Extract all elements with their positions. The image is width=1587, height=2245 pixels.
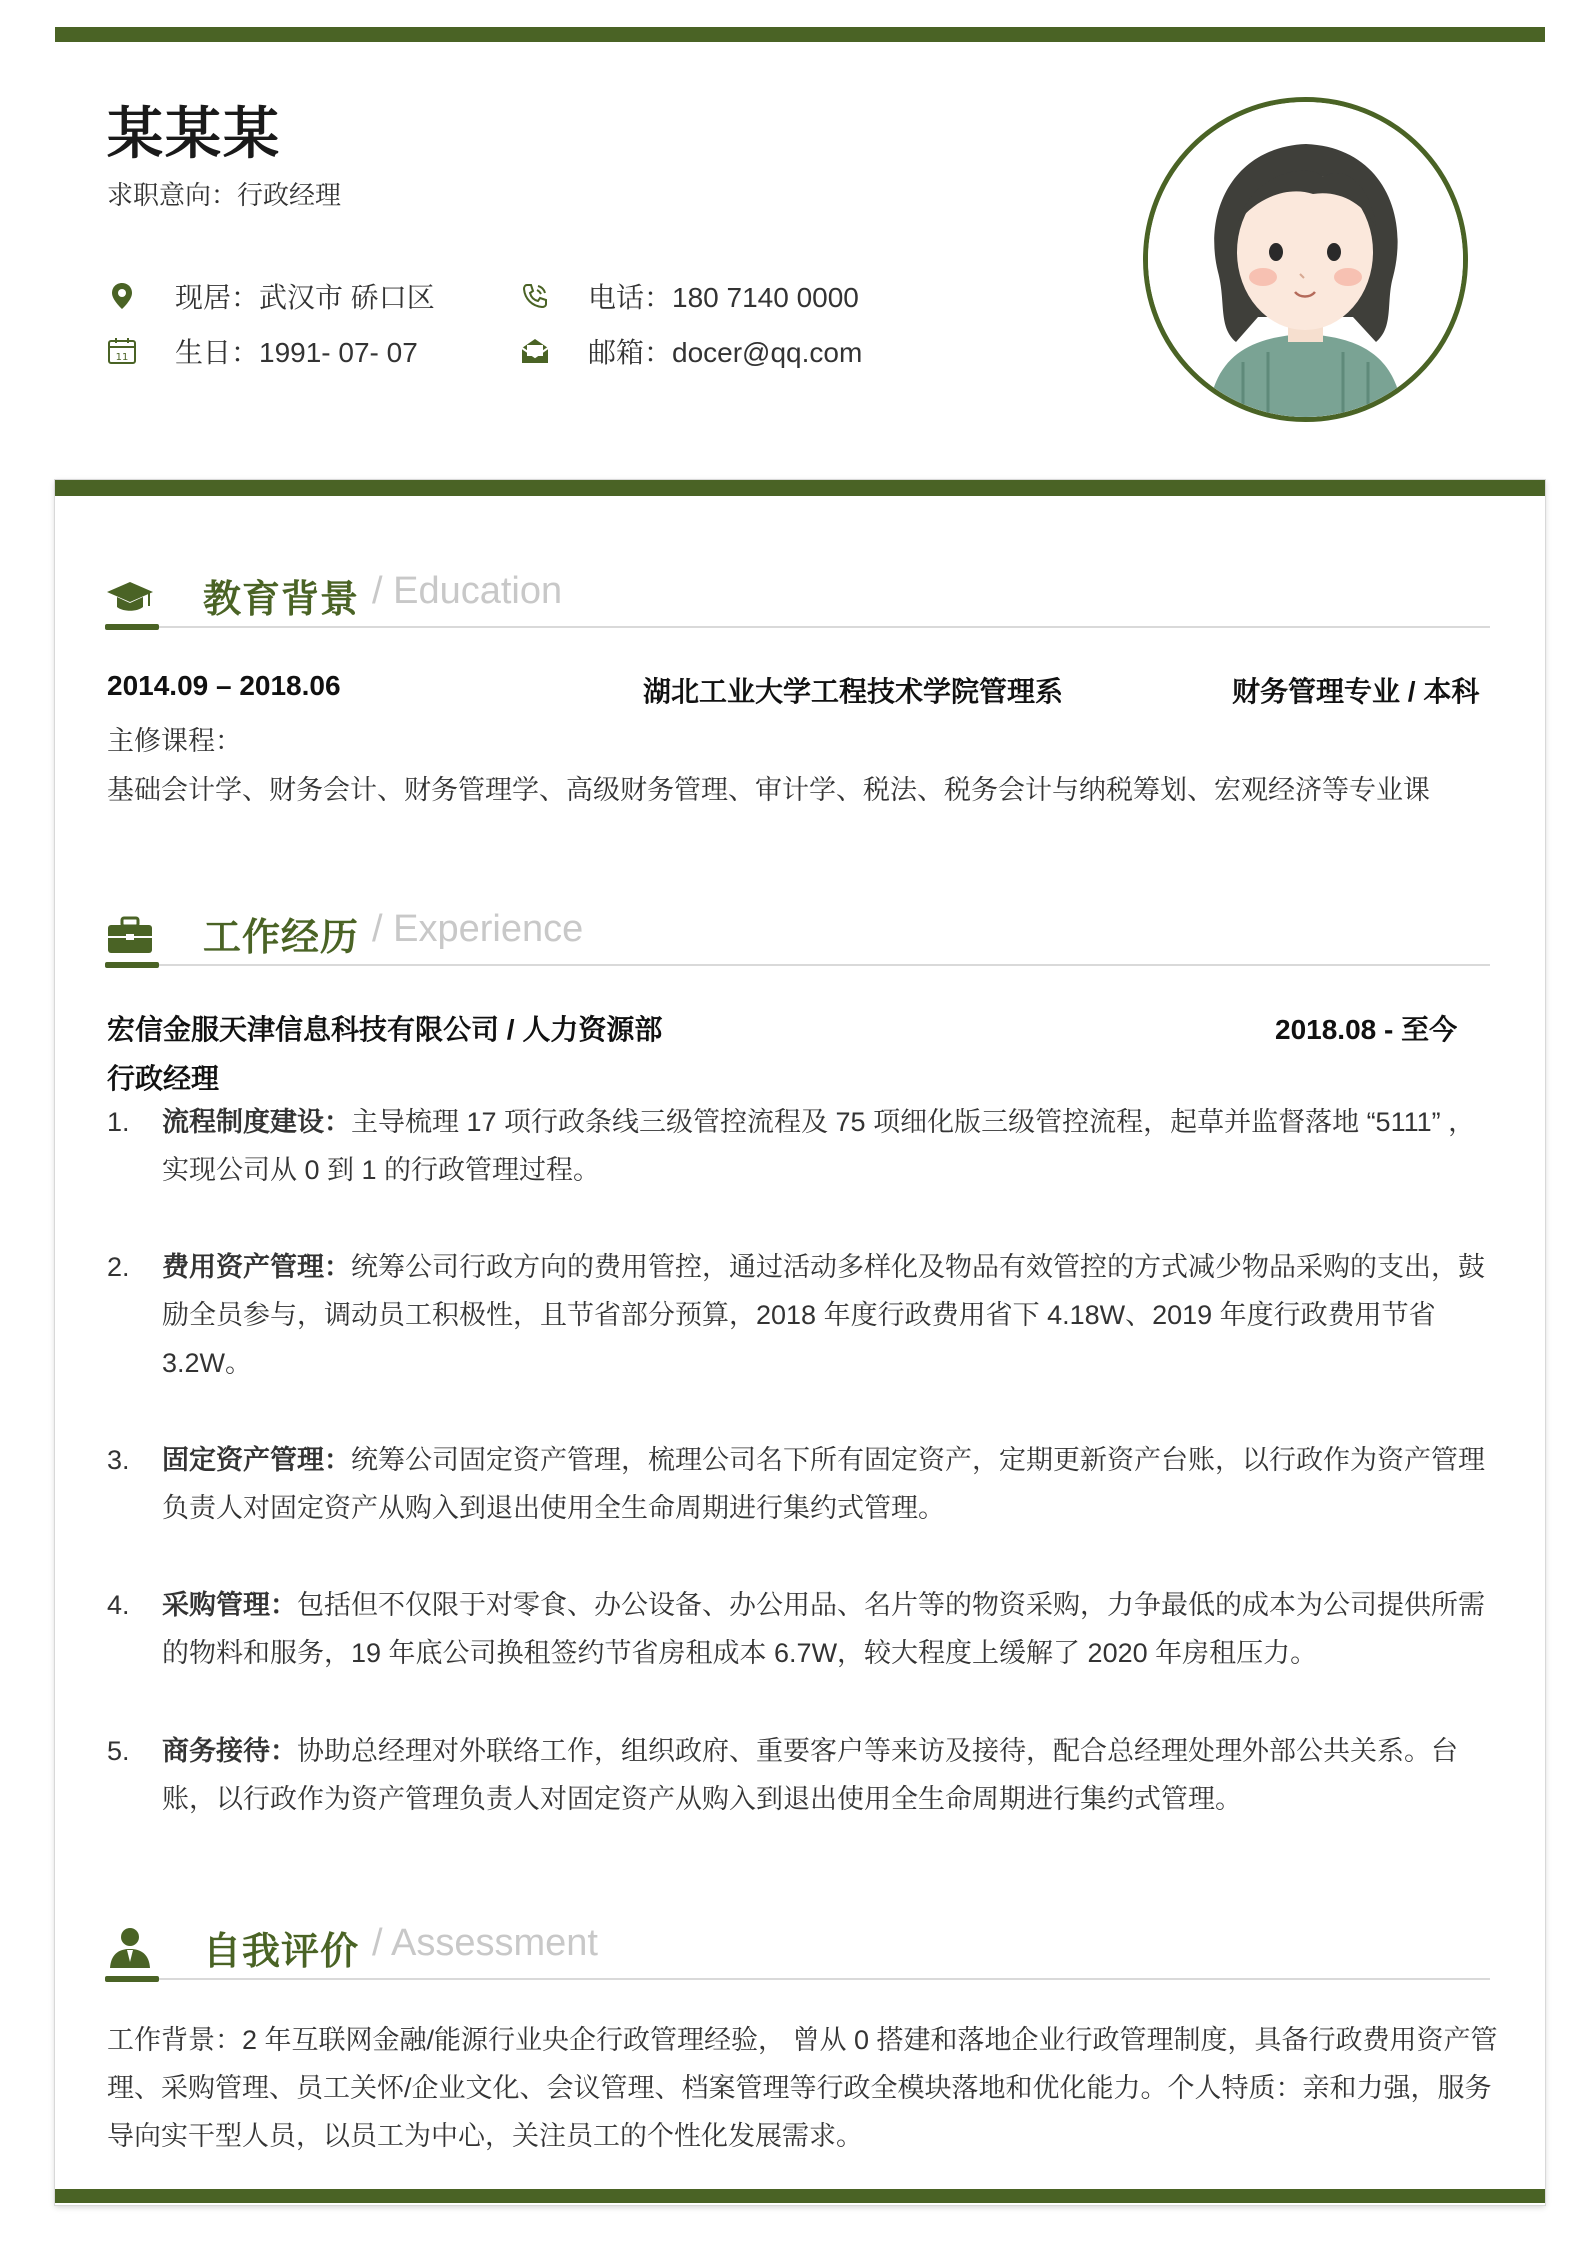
item-number: 5. xyxy=(107,1736,130,1766)
item-text: 统筹公司行政方向的费用管控，通过活动多样化及物品有效管控的方式减少物品采购的支出，鼓励全员参与，调动员工积极性，且节省部分预算，2018 年度行政费用省下 4.18W、2019 年度行政费用节省 3.2W。 xyxy=(162,1252,1485,1378)
candidate-name: 某某某 xyxy=(107,102,281,165)
divider xyxy=(105,964,1490,966)
avatar xyxy=(1143,97,1468,422)
education-major: 财务管理专业 / 本科 xyxy=(1232,676,1480,707)
list-item xyxy=(107,1727,1502,1823)
graduation-cap-icon xyxy=(105,574,155,620)
education-title: 教育背景 xyxy=(203,579,360,621)
divider-accent xyxy=(105,1976,159,1982)
phone-icon xyxy=(520,281,550,311)
location-row xyxy=(107,276,435,316)
experience-title: 工作经历 xyxy=(203,917,360,959)
item-label: 流程制度建设： xyxy=(162,1107,351,1137)
item-label: 商务接待： xyxy=(162,1736,297,1766)
list-item xyxy=(107,1581,1502,1677)
item-label: 固定资产管理： xyxy=(162,1445,351,1475)
list-item xyxy=(107,1098,1502,1194)
assessment-text: 工作背景：2 年互联网金融/能源行业央企行政管理经验， 曾从 0 搭建和落地企业行政管理制度，具备行政费用资产管理、采购管理、员工关怀/企业文化、会议管理、档案管理等行政全模块落地和优化能力。个人特质：亲和力强，服务导向实干型人员，以员工为中心，关注员工的个性化发展需求。 xyxy=(107,2025,1498,2151)
email-row xyxy=(520,331,862,371)
divider-accent xyxy=(105,624,159,630)
education-school: 湖北工业大学工程技术学院管理系 xyxy=(643,676,1064,707)
phone-text: 电话：180 7140 0000 xyxy=(588,282,859,313)
list-item xyxy=(107,1436,1502,1532)
assessment-section-header xyxy=(105,1912,1490,1992)
email-icon xyxy=(520,336,550,366)
item-text: 主导梳理 17 项行政条线三级管控流程及 75 项细化版三级管控流程，起草并监督落地 “5111” ，实现公司从 0 到 1 的行政管理过程。 xyxy=(162,1107,1476,1185)
assessment-title-en: / Assessment xyxy=(372,1922,598,1964)
experience-position: 行政经理 xyxy=(107,1063,220,1094)
divider xyxy=(105,626,1490,628)
list-item xyxy=(107,1243,1502,1387)
courses-text: 基础会计学、财务会计、财务管理学、高级财务管理、审计学、税法、税务会计与纳税筹划、宏观经济等专业课 xyxy=(107,775,1430,805)
experience-section-header xyxy=(105,898,1490,978)
top-accent-bar xyxy=(55,27,1545,42)
courses-label: 主修课程： xyxy=(107,726,242,756)
birthday-row xyxy=(107,331,418,371)
education-title-en: / Education xyxy=(372,570,563,612)
phone-row xyxy=(520,276,859,316)
education-section-header xyxy=(105,560,1490,640)
person-icon xyxy=(105,1926,155,1972)
item-label: 费用资产管理： xyxy=(162,1252,351,1282)
email-text: 邮箱：docer@qq.com xyxy=(588,337,863,368)
item-number: 1. xyxy=(107,1107,130,1137)
experience-company: 宏信金服天津信息科技有限公司 / 人力资源部 xyxy=(107,1014,663,1045)
item-text: 包括但不仅限于对零食、办公设备、办公用品、名片等的物资采购，力争最低的成本为公司提供所需的物料和服务，19 年底公司换租签约节省房租成本 6.7W，较大程度上缓解了 2020 年房租压力。 xyxy=(162,1590,1485,1668)
calendar-icon xyxy=(107,336,137,366)
divider-accent xyxy=(105,962,159,968)
item-text: 协助总经理对外联络工作，组织政府、重要客户等来访及接待，配合总经理处理外部公共关系。台账，以行政作为资产管理负责人对固定资产从购入到退出使用全生命周期进行集约式管理。 xyxy=(162,1736,1458,1814)
svg-text:11: 11 xyxy=(115,352,129,363)
experience-title-en: / Experience xyxy=(372,908,584,950)
briefcase-icon xyxy=(105,912,155,958)
experience-period: 2018.08 - 至今 xyxy=(1275,1014,1458,1045)
job-intent: 求职意向：行政经理 xyxy=(107,180,342,210)
assessment-title: 自我评价 xyxy=(203,1931,360,1973)
item-number: 4. xyxy=(107,1590,130,1620)
divider xyxy=(105,1978,1490,1980)
item-label: 采购管理： xyxy=(162,1590,297,1620)
location-text: 现居：武汉市 硚口区 xyxy=(175,282,435,313)
item-number: 3. xyxy=(107,1445,130,1475)
location-pin-icon xyxy=(107,281,137,311)
education-period: 2014.09 – 2018.06 xyxy=(107,670,341,701)
item-text: 统筹公司固定资产管理，梳理公司名下所有固定资产，定期更新资产台账，以行政作为资产管理负责人对固定资产从购入到退出使用全生命周期进行集约式管理。 xyxy=(162,1445,1485,1523)
bottom-accent-bar xyxy=(55,2189,1545,2203)
item-number: 2. xyxy=(107,1252,130,1282)
birthday-text: 生日：1991- 07- 07 xyxy=(175,337,418,368)
